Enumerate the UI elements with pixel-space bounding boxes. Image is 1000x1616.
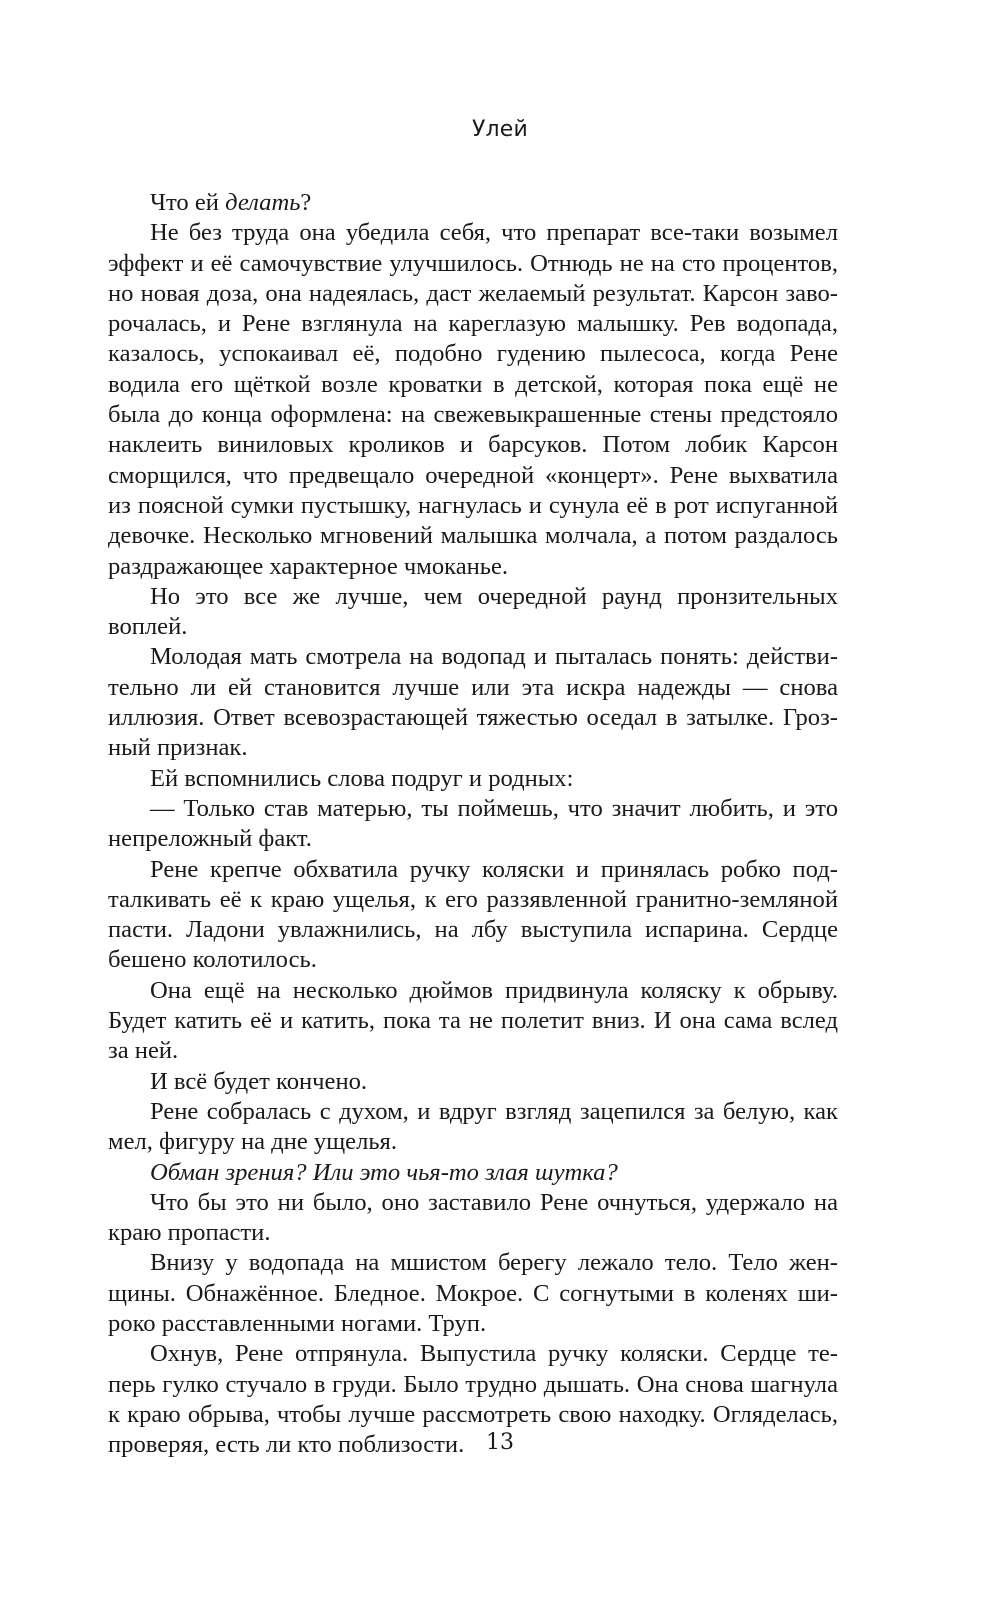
text-span: Что ей	[150, 189, 226, 216]
running-title: Улей	[471, 117, 529, 142]
italic-span: Обман зрения? Или это чья-то злая шутка?	[150, 1158, 618, 1186]
text-span: ?	[300, 189, 312, 216]
paragraph: Внизу у водопада на мшистом берегу лежало тело. Тело женщины. Обнажённое. Бледное. Мокрое. С согнутыми в коленях широко расставленными ногами. Труп.	[108, 1249, 838, 1337]
paragraph: Ей вспомнились слова подруг и родных:	[150, 764, 574, 792]
paragraph: Рене крепче обхватила ручку коляски и принялась робко подталкивать её к краю ущелья, к его раззявленной гранитно-земляной пасти. Ладони увлажнились, на лбу выступила испарина. Сердце бешено колотилось.	[108, 855, 838, 974]
paragraph: И всё будет кончено.	[150, 1067, 368, 1095]
paragraph: Но это все же лучше, чем очередной раунд пронзительных воплей.	[108, 582, 838, 641]
paragraph: Она ещё на несколько дюймов придвинула коляску к обрыву. Будет катить её и катить, пока та не полетит вниз. И она сама вслед за ней.	[108, 976, 838, 1065]
paragraph: Рене собралась с духом, и вдруг взгляд зацепился за белую, как мел, фигуру на дне ущелья.	[108, 1097, 838, 1156]
paragraph: Что бы это ни было, оно заставило Рене очнуться, удержало на краю пропасти.	[108, 1188, 838, 1247]
page-number: 13	[486, 1430, 514, 1455]
paragraph	[108, 188, 838, 218]
paragraph: Охнув, Рене отпрянула. Выпустила ручку коляски. Сердце теперь гулко стучало в груди. Было трудно дышать. Она снова шагнула к краю обрыва, чтобы лучше рассмотреть свою находку. Огляделась, проверяя, есть ли кто поблизости.	[108, 1340, 838, 1459]
body-text	[108, 188, 838, 1460]
italic-span: делать	[225, 189, 301, 216]
italic-paragraph	[108, 1158, 838, 1188]
dialogue-paragraph: — Только став матерью, ты поймешь, что значит любить, и это непреложный факт.	[108, 794, 838, 853]
paragraph: Молодая мать смотрела на водопад и пыталась понять: действительно ли ей становится лучше или эта искра надежды — снова иллюзия. Ответ всевозрастающей тяжестью оседал в затылке. Грозный признак.	[108, 643, 838, 762]
paragraph: Не без труда она убедила себя, что препарат все-таки возымел эффект и её самочувствие улучшилось. Отнюдь не на сто процентов, но новая доза, она надеялась, даст желаемый результат. Карсон заворочалась, и Рене взглянула на кареглазую малышку. Рев водопада, казалось, успокаивал её, подобно гудению пылесоса, когда Рене водила его щёткой возле кроватки в детской, которая пока ещё не была до конца оформлена: на свежевыкрашенные стены предстояло наклеить виниловых кроликов и барсуков. Потом лобик Карсон сморщился, что предвещало очередной «концерт». Рене выхватила из поясной сумки пустышку, нагнулась и сунула её в рот испуганной девочке. Несколько мгновений малышка молчала, а потом раздалось раздражающее характерное чмоканье.	[108, 219, 838, 580]
